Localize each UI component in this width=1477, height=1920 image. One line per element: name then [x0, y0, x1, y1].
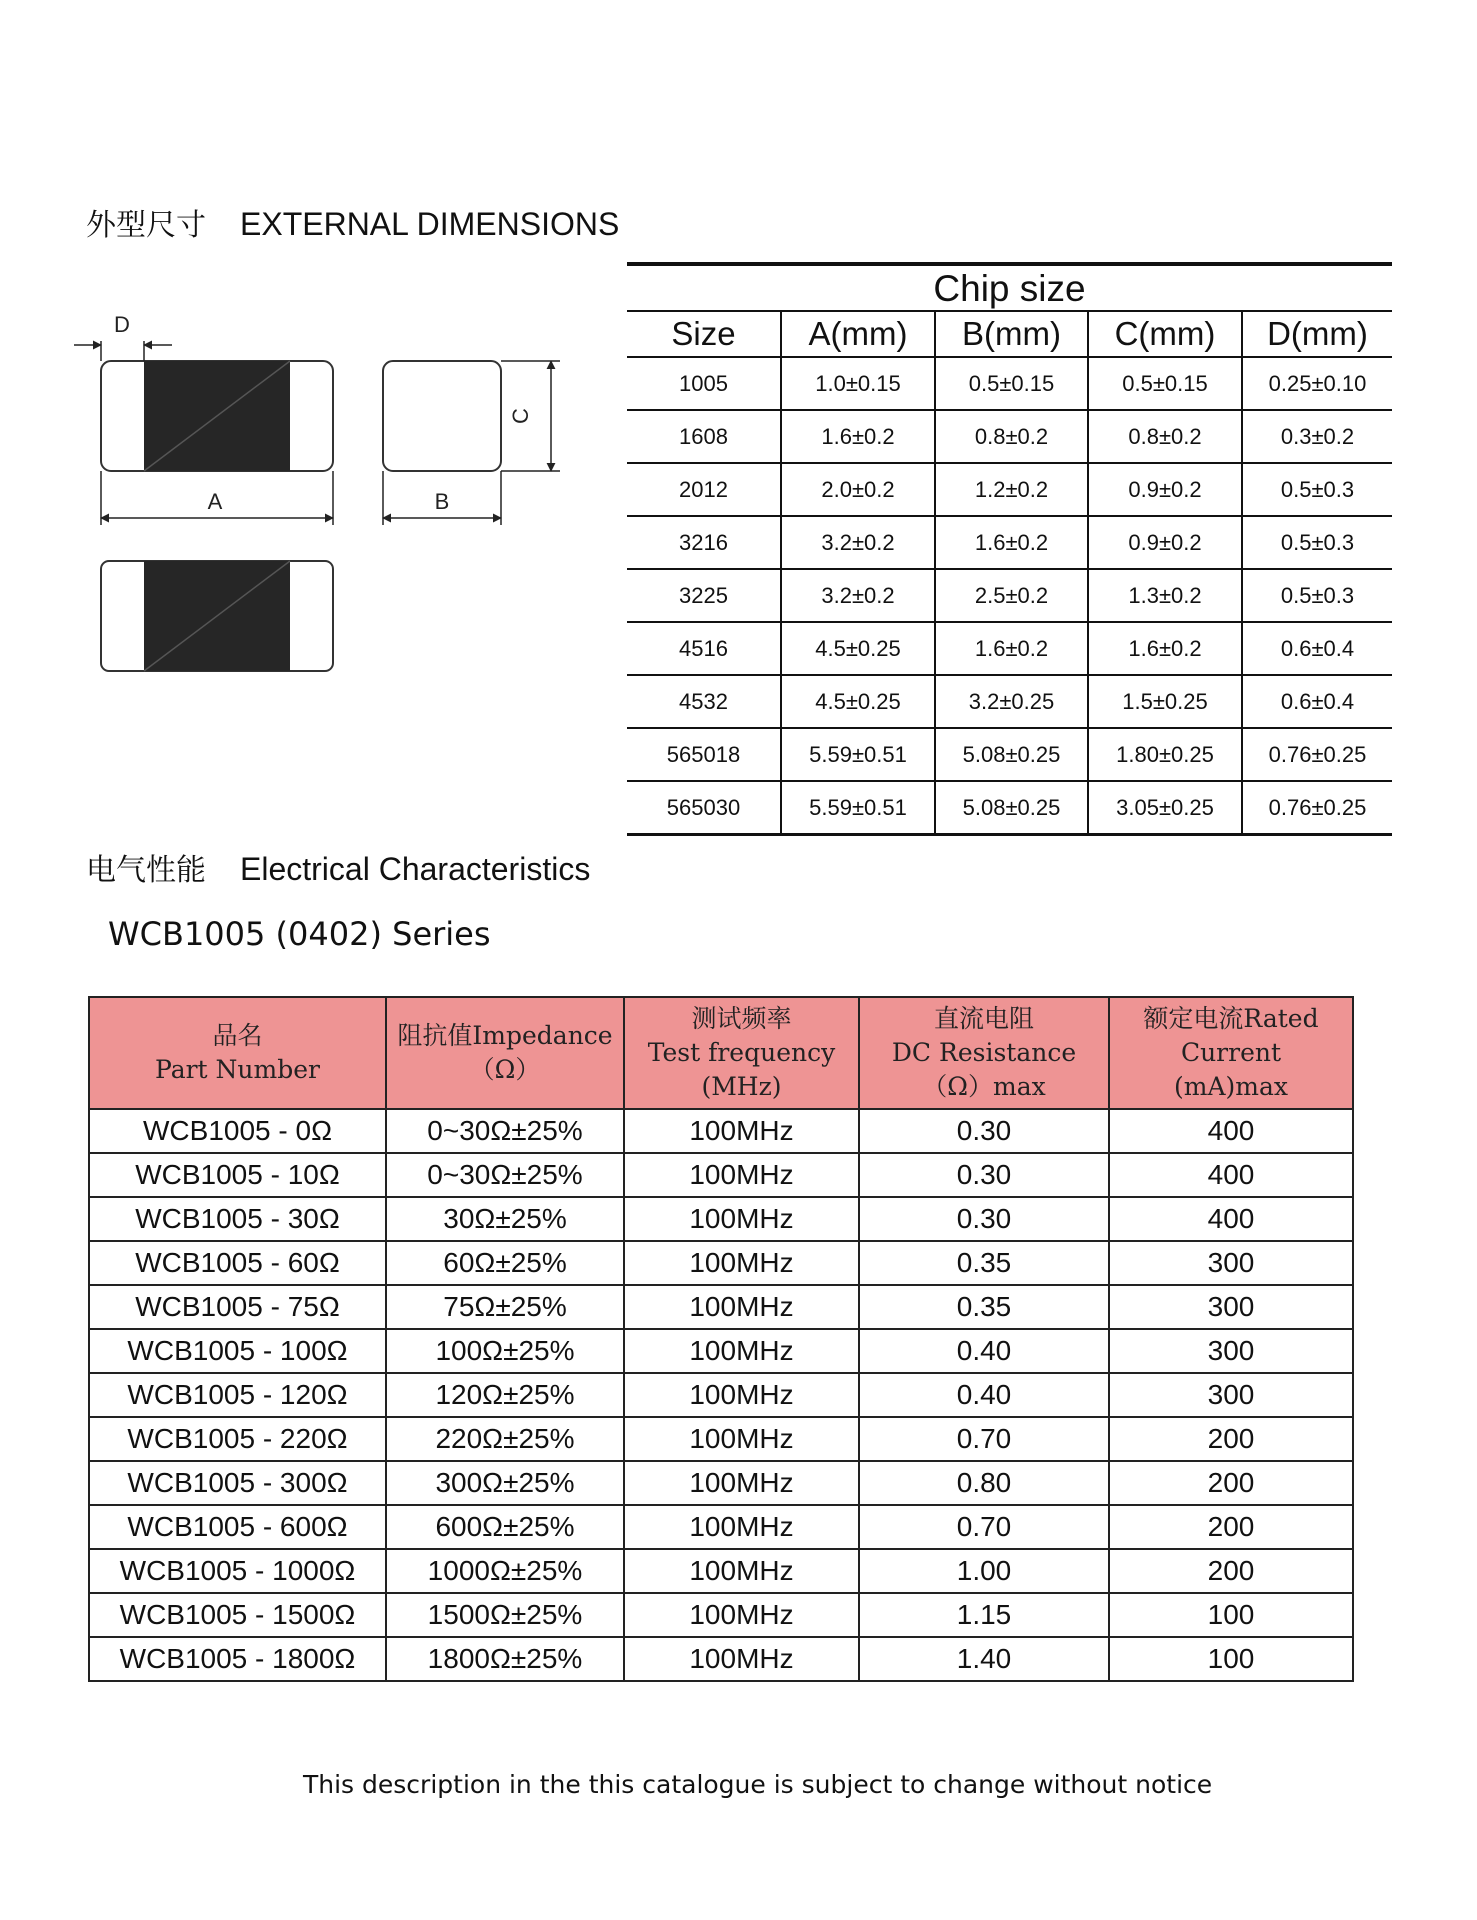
column-header: B(mm) — [935, 311, 1088, 357]
table-cell: 0.6±0.4 — [1242, 622, 1392, 675]
table-cell: 0.9±0.2 — [1088, 516, 1242, 569]
table-cell: WCB1005 - 100Ω — [89, 1329, 386, 1373]
table-cell: 0.5±0.15 — [935, 357, 1088, 410]
header-impedance: 阻抗值Impedance （Ω） — [386, 997, 624, 1109]
table-cell: 0~30Ω±25% — [386, 1109, 624, 1153]
table-cell: 100MHz — [624, 1461, 859, 1505]
header-test-frequency: 测试频率 Test frequency (MHz) — [624, 997, 859, 1109]
table-cell: 200 — [1109, 1505, 1353, 1549]
table-cell: 200 — [1109, 1549, 1353, 1593]
table-cell: 120Ω±25% — [386, 1373, 624, 1417]
table-cell: 3225 — [627, 569, 781, 622]
column-header: Size — [627, 311, 781, 357]
table-cell: WCB1005 - 1800Ω — [89, 1637, 386, 1681]
table-cell: 100MHz — [624, 1153, 859, 1197]
table-cell: 5.59±0.51 — [781, 781, 935, 835]
table-row — [627, 516, 1392, 569]
chip-size-table — [627, 262, 1392, 836]
chip-side-view — [383, 361, 501, 471]
table-cell: 3.2±0.25 — [935, 675, 1088, 728]
table-cell: 100MHz — [624, 1549, 859, 1593]
table-cell: WCB1005 - 60Ω — [89, 1241, 386, 1285]
dimensions-heading-en: EXTERNAL DIMENSIONS — [240, 206, 620, 242]
table-cell: WCB1005 - 220Ω — [89, 1417, 386, 1461]
table-row — [89, 1329, 1353, 1373]
dimension-c-label: C — [508, 408, 533, 424]
table-cell: 3.05±0.25 — [1088, 781, 1242, 835]
table-cell: 300 — [1109, 1241, 1353, 1285]
chip-size-title: Chip size — [627, 264, 1392, 311]
table-cell: 2.0±0.2 — [781, 463, 935, 516]
table-cell: 100MHz — [624, 1417, 859, 1461]
table-cell: 100MHz — [624, 1109, 859, 1153]
table-cell: 3.2±0.2 — [781, 516, 935, 569]
table-cell: 0.5±0.3 — [1242, 569, 1392, 622]
table-row — [89, 1197, 1353, 1241]
table-cell: 1500Ω±25% — [386, 1593, 624, 1637]
table-cell: 0.5±0.15 — [1088, 357, 1242, 410]
table-cell: 0.70 — [859, 1417, 1109, 1461]
table-cell: WCB1005 - 30Ω — [89, 1197, 386, 1241]
electrical-heading-en: Electrical Characteristics — [240, 851, 591, 887]
table-cell: 1.40 — [859, 1637, 1109, 1681]
table-cell: 0.40 — [859, 1329, 1109, 1373]
table-cell: 3.2±0.2 — [781, 569, 935, 622]
table-cell: 0.5±0.3 — [1242, 516, 1392, 569]
column-header: C(mm) — [1088, 311, 1242, 357]
table-cell: 1.6±0.2 — [781, 410, 935, 463]
table-cell: 0.30 — [859, 1197, 1109, 1241]
table-row — [627, 622, 1392, 675]
table-row — [627, 463, 1392, 516]
table-cell: 60Ω±25% — [386, 1241, 624, 1285]
table-cell: 1.00 — [859, 1549, 1109, 1593]
table-row — [627, 675, 1392, 728]
table-cell: 100MHz — [624, 1285, 859, 1329]
table-cell: WCB1005 - 300Ω — [89, 1461, 386, 1505]
table-cell: 3216 — [627, 516, 781, 569]
table-cell: 300 — [1109, 1285, 1353, 1329]
table-cell: 1.2±0.2 — [935, 463, 1088, 516]
table-cell: 300 — [1109, 1329, 1353, 1373]
electrical-heading — [86, 845, 590, 889]
table-row — [89, 1373, 1353, 1417]
table-cell: 200 — [1109, 1461, 1353, 1505]
table-cell: WCB1005 - 75Ω — [89, 1285, 386, 1329]
header-part-number: 品名 Part Number — [89, 997, 386, 1109]
dimension-d-label: D — [114, 312, 130, 337]
table-cell: 1800Ω±25% — [386, 1637, 624, 1681]
table-row — [627, 357, 1392, 410]
table-cell: 0.80 — [859, 1461, 1109, 1505]
table-row — [627, 569, 1392, 622]
chip-top-view — [101, 361, 333, 471]
table-cell: 400 — [1109, 1153, 1353, 1197]
table-row — [89, 1637, 1353, 1681]
table-cell: 1608 — [627, 410, 781, 463]
table-cell: 1.5±0.25 — [1088, 675, 1242, 728]
table-cell: 0.9±0.2 — [1088, 463, 1242, 516]
table-cell: 0.5±0.3 — [1242, 463, 1392, 516]
table-cell: WCB1005 - 600Ω — [89, 1505, 386, 1549]
table-row — [89, 1549, 1353, 1593]
table-cell: 30Ω±25% — [386, 1197, 624, 1241]
column-header: A(mm) — [781, 311, 935, 357]
table-cell: 1.6±0.2 — [935, 622, 1088, 675]
table-cell: 1005 — [627, 357, 781, 410]
table-cell: 4516 — [627, 622, 781, 675]
table-cell: 300Ω±25% — [386, 1461, 624, 1505]
chip-dimension-drawing — [60, 305, 580, 685]
table-cell: 0.25±0.10 — [1242, 357, 1392, 410]
table-row — [627, 781, 1392, 835]
table-cell: 565030 — [627, 781, 781, 835]
table-cell: 565018 — [627, 728, 781, 781]
table-cell: 0.70 — [859, 1505, 1109, 1549]
table-cell: 1.3±0.2 — [1088, 569, 1242, 622]
table-cell: 100MHz — [624, 1329, 859, 1373]
header-dc-resistance: 直流电阻 DC Resistance （Ω）max — [859, 997, 1109, 1109]
table-cell: 1000Ω±25% — [386, 1549, 624, 1593]
table-row — [89, 1593, 1353, 1637]
table-cell: 0.76±0.25 — [1242, 781, 1392, 835]
table-row — [627, 728, 1392, 781]
table-cell: WCB1005 - 10Ω — [89, 1153, 386, 1197]
table-cell: 0.6±0.4 — [1242, 675, 1392, 728]
table-row — [89, 1417, 1353, 1461]
electrical-heading-cn: 电气性能 — [86, 853, 206, 888]
dimensions-heading — [86, 200, 619, 244]
table-cell: 0~30Ω±25% — [386, 1153, 624, 1197]
table-cell: 1.0±0.15 — [781, 357, 935, 410]
table-cell: 1.80±0.25 — [1088, 728, 1242, 781]
table-cell: 4.5±0.25 — [781, 622, 935, 675]
table-row — [89, 1505, 1353, 1549]
table-cell: 400 — [1109, 1197, 1353, 1241]
table-cell: 4532 — [627, 675, 781, 728]
table-cell: 100 — [1109, 1593, 1353, 1637]
table-cell: WCB1005 - 120Ω — [89, 1373, 386, 1417]
table-row — [89, 1241, 1353, 1285]
dimension-c — [501, 361, 560, 471]
table-cell: 200 — [1109, 1417, 1353, 1461]
table-cell: 5.08±0.25 — [935, 728, 1088, 781]
table-cell: 220Ω±25% — [386, 1417, 624, 1461]
table-cell: 0.3±0.2 — [1242, 410, 1392, 463]
table-cell: 100MHz — [624, 1241, 859, 1285]
table-cell: 600Ω±25% — [386, 1505, 624, 1549]
table-cell: WCB1005 - 1000Ω — [89, 1549, 386, 1593]
table-cell: WCB1005 - 1500Ω — [89, 1593, 386, 1637]
chip-size-body — [627, 357, 1392, 835]
electrical-table — [88, 996, 1354, 1682]
table-row — [627, 410, 1392, 463]
table-cell: 5.59±0.51 — [781, 728, 935, 781]
table-cell: 0.30 — [859, 1109, 1109, 1153]
table-cell: 300 — [1109, 1373, 1353, 1417]
footnote: This description in the this catalogue is subject to change without notice — [303, 1770, 1213, 1799]
table-cell: 400 — [1109, 1109, 1353, 1153]
table-cell: 100 — [1109, 1637, 1353, 1681]
series-title: WCB1005 (0402) Series — [108, 915, 491, 953]
table-cell: 0.35 — [859, 1285, 1109, 1329]
table-cell: 100MHz — [624, 1505, 859, 1549]
table-cell: 4.5±0.25 — [781, 675, 935, 728]
table-row — [89, 1285, 1353, 1329]
electrical-body — [89, 1109, 1353, 1681]
table-cell: 0.40 — [859, 1373, 1109, 1417]
table-cell: 0.8±0.2 — [1088, 410, 1242, 463]
table-cell: 0.8±0.2 — [935, 410, 1088, 463]
table-cell: 100MHz — [624, 1593, 859, 1637]
table-cell: 2.5±0.2 — [935, 569, 1088, 622]
table-cell: 0.30 — [859, 1153, 1109, 1197]
dimensions-heading-cn: 外型尺寸 — [86, 208, 206, 243]
table-cell: 100MHz — [624, 1373, 859, 1417]
table-cell: 100MHz — [624, 1197, 859, 1241]
table-row — [89, 1109, 1353, 1153]
table-cell: 75Ω±25% — [386, 1285, 624, 1329]
dimension-d — [74, 312, 172, 361]
table-cell: 0.76±0.25 — [1242, 728, 1392, 781]
header-rated-current: 额定电流Rated Current (mA)max — [1109, 997, 1353, 1109]
chip-bottom-view — [101, 561, 333, 671]
table-cell: 2012 — [627, 463, 781, 516]
table-cell: 1.6±0.2 — [935, 516, 1088, 569]
table-row — [89, 1461, 1353, 1505]
table-row — [89, 1153, 1353, 1197]
dimension-b — [383, 471, 501, 525]
table-cell: 1.6±0.2 — [1088, 622, 1242, 675]
dimension-a-label: A — [207, 489, 223, 514]
table-cell: 100Ω±25% — [386, 1329, 624, 1373]
table-cell: 0.35 — [859, 1241, 1109, 1285]
table-cell: 100MHz — [624, 1637, 859, 1681]
dimension-b-label: B — [434, 489, 450, 514]
dimension-a — [101, 471, 333, 525]
table-cell: 5.08±0.25 — [935, 781, 1088, 835]
table-cell: 1.15 — [859, 1593, 1109, 1637]
table-cell: WCB1005 - 0Ω — [89, 1109, 386, 1153]
column-header: D(mm) — [1242, 311, 1392, 357]
